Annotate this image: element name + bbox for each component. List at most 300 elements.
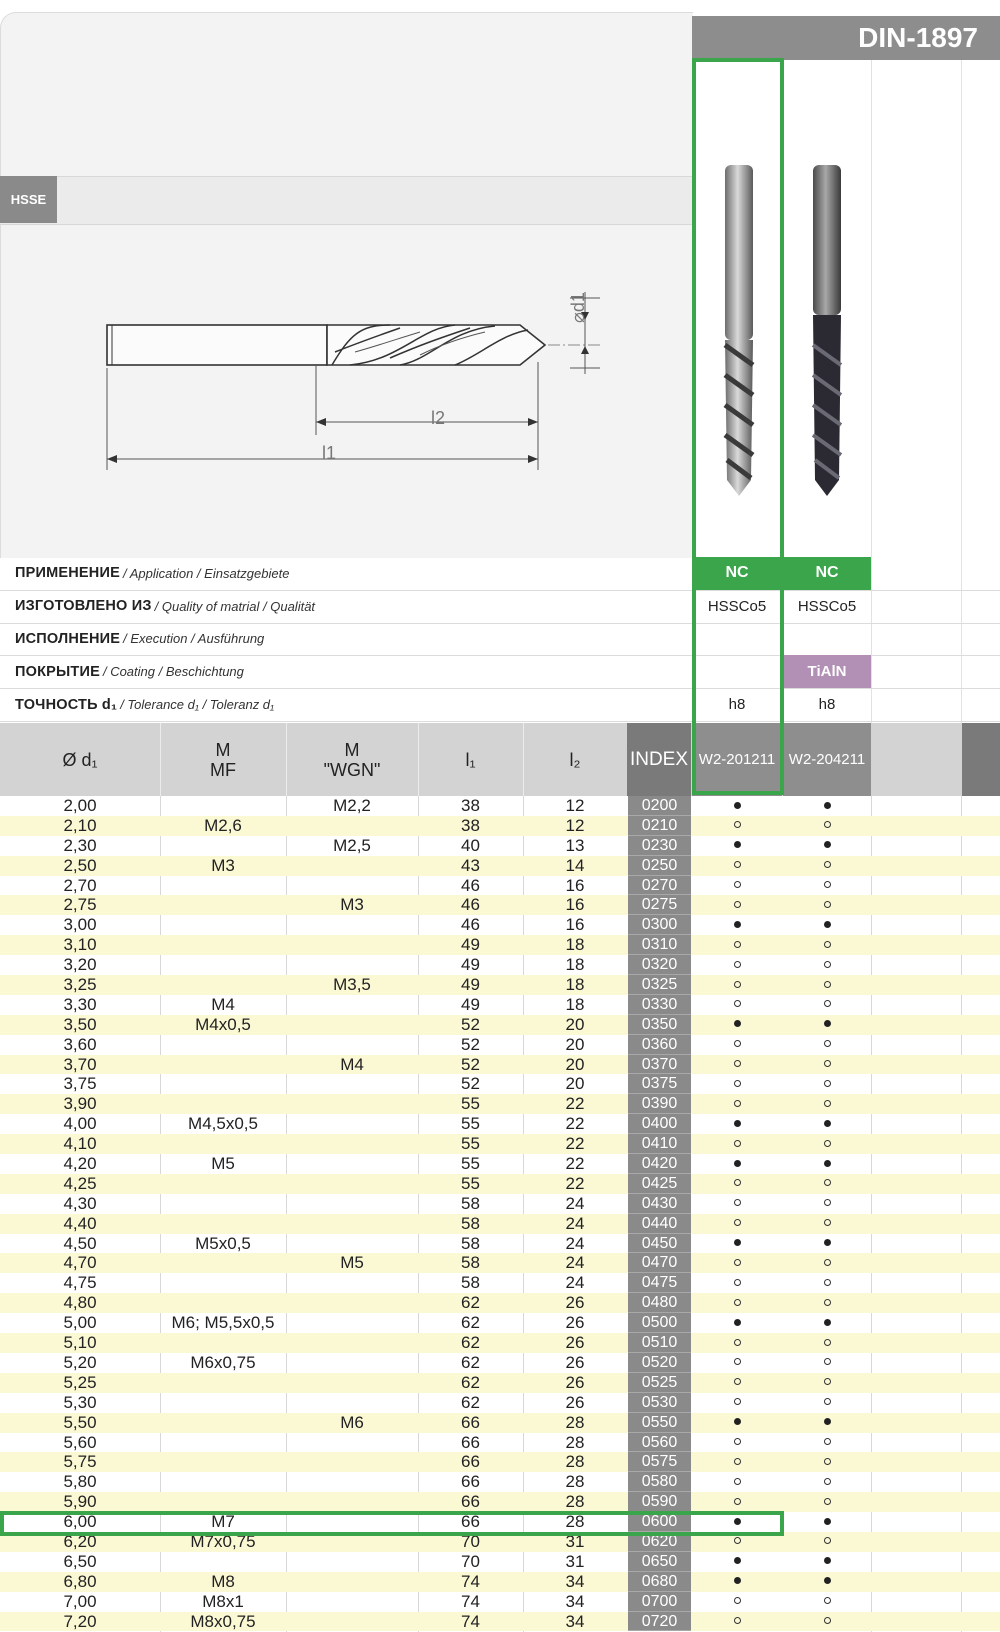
table-row[interactable] [0, 1214, 1000, 1234]
availability-dot-icon [734, 1040, 741, 1047]
cell-index: 0360 [628, 1035, 691, 1055]
availability-dot-icon [824, 1339, 831, 1346]
availability-dot-icon [734, 1060, 741, 1067]
cell-l1: 55 [461, 1134, 480, 1154]
cell-diameter: 6,50 [63, 1551, 97, 1571]
table-row[interactable] [0, 1154, 1000, 1174]
cell-thread-wgn [286, 1552, 418, 1572]
cell-availability-article-1 [692, 895, 782, 915]
cell-thread-wgn [286, 1234, 418, 1254]
cell-l1: 55 [461, 1114, 480, 1134]
property-label-ru: ТОЧНОСТЬ d₁ [15, 696, 118, 713]
cell-l2: 12 [565, 815, 585, 835]
cell-thread-wgn [286, 1472, 418, 1492]
table-row[interactable] [0, 1174, 1000, 1194]
cell-index: 0230 [628, 836, 691, 856]
cell-thread-wgn: M5 [340, 1253, 364, 1273]
col-header-article-1[interactable]: W2-201211 [698, 750, 776, 768]
table-row[interactable] [0, 1612, 1000, 1632]
cell-availability-article-1 [692, 1433, 782, 1453]
cell-index: 0425 [628, 1174, 691, 1194]
property-label-ru: ИСПОЛНЕНИЕ [15, 630, 121, 647]
cell-l2: 22 [565, 1154, 585, 1174]
cell-availability-article-2 [783, 1214, 871, 1234]
cell-diameter: 3,90 [63, 1094, 97, 1114]
cell-thread-m-mf: M8 [211, 1571, 235, 1591]
availability-dot-icon [734, 1020, 741, 1027]
availability-dot-icon [734, 1577, 741, 1584]
availability-dot-icon [734, 1100, 741, 1107]
cell-index: 0440 [628, 1214, 691, 1234]
cell-l1: 52 [461, 1074, 480, 1094]
cell-thread-m-mf [160, 1055, 286, 1075]
cell-index: 0375 [628, 1074, 691, 1094]
availability-dot-icon [824, 1259, 831, 1266]
availability-dot-icon [824, 1000, 831, 1007]
cell-l2: 22 [565, 1114, 585, 1134]
cell-diameter: 3,00 [63, 915, 97, 935]
table-row[interactable] [0, 975, 1000, 995]
cell-availability-article-2 [783, 975, 871, 995]
table-row[interactable] [0, 1353, 1000, 1373]
cell-diameter: 4,00 [63, 1114, 97, 1134]
table-row[interactable] [0, 816, 1000, 836]
cell-l2: 26 [565, 1352, 585, 1372]
cell-availability-article-2 [783, 1234, 871, 1254]
cell-l1: 52 [461, 1014, 480, 1034]
cell-diameter: 4,40 [63, 1213, 97, 1233]
cell-diameter: 4,80 [63, 1293, 97, 1313]
availability-dot-icon [824, 1160, 831, 1167]
availability-dot-icon [734, 1199, 741, 1206]
cell-thread-wgn [286, 876, 418, 896]
cell-diameter: 5,30 [63, 1392, 97, 1412]
cell-thread-m-mf [160, 1134, 286, 1154]
cell-availability-article-1 [692, 1094, 782, 1114]
cell-availability-article-1 [692, 1612, 782, 1632]
cell-index: 0410 [628, 1134, 691, 1154]
table-row[interactable] [0, 1532, 1000, 1552]
cell-thread-wgn [286, 1393, 418, 1413]
cell-l2: 31 [565, 1551, 585, 1571]
col-header-m-wgn: M "WGN" [323, 739, 381, 780]
availability-dot-icon [824, 1398, 831, 1405]
table-row[interactable] [0, 796, 1000, 816]
cell-l1: 38 [461, 815, 480, 835]
availability-dot-icon [734, 1537, 741, 1544]
availability-dot-icon [824, 861, 831, 868]
cell-availability-article-1 [692, 1234, 782, 1254]
availability-dot-icon [734, 881, 741, 888]
availability-dot-icon [734, 941, 741, 948]
cell-availability-article-2 [783, 1552, 871, 1572]
availability-dot-icon [824, 1100, 831, 1107]
cell-availability-article-1 [692, 915, 782, 935]
availability-dot-icon [734, 1279, 741, 1286]
cell-thread-wgn [286, 1015, 418, 1035]
data-table-body [0, 796, 1000, 1631]
table-row[interactable] [0, 1015, 1000, 1035]
cell-thread-wgn [286, 1612, 418, 1632]
cell-thread-m-mf [160, 1413, 286, 1433]
availability-dot-icon [734, 1219, 741, 1226]
availability-dot-icon [824, 1458, 831, 1465]
cell-thread-wgn [286, 1353, 418, 1373]
drill-photo-uncoated [715, 160, 765, 500]
property-label-en: / Application / Einsatzgebiete [122, 565, 290, 581]
cell-index: 0680 [628, 1572, 691, 1592]
table-row[interactable] [0, 876, 1000, 896]
availability-dot-icon [824, 1378, 831, 1385]
cell-diameter: 5,00 [63, 1313, 97, 1333]
cell-availability-article-2 [783, 816, 871, 836]
property-row [0, 623, 1000, 657]
cell-thread-m-mf [160, 836, 286, 856]
table-row[interactable] [0, 1134, 1000, 1154]
cell-l1: 70 [461, 1531, 480, 1551]
cell-diameter: 2,10 [63, 815, 97, 835]
cell-l2: 13 [565, 835, 585, 855]
cell-l1: 46 [461, 875, 480, 895]
cell-availability-article-2 [783, 1114, 871, 1134]
availability-dot-icon [824, 1518, 831, 1525]
table-row[interactable] [0, 1253, 1000, 1273]
table-row[interactable] [0, 1452, 1000, 1472]
cell-availability-article-2 [783, 895, 871, 915]
table-row[interactable] [0, 1074, 1000, 1094]
table-row[interactable] [0, 1273, 1000, 1293]
property-value-article-2: NC [783, 557, 871, 590]
table-row[interactable] [0, 1472, 1000, 1492]
cell-l2: 26 [565, 1333, 585, 1353]
table-row[interactable] [0, 915, 1000, 935]
cell-availability-article-2 [783, 856, 871, 876]
cell-diameter: 4,75 [63, 1273, 97, 1293]
cell-l2: 28 [565, 1512, 585, 1532]
table-row[interactable] [0, 1313, 1000, 1333]
cell-l1: 52 [461, 1054, 480, 1074]
cell-diameter: 3,10 [63, 935, 97, 955]
cell-availability-article-1 [692, 1015, 782, 1035]
cell-availability-article-1 [692, 1134, 782, 1154]
cell-l2: 16 [565, 915, 585, 935]
table-row[interactable] [0, 836, 1000, 856]
property-value-article-2: HSSCo5 [797, 597, 857, 615]
cell-l1: 66 [461, 1472, 480, 1492]
material-band [0, 176, 692, 225]
cell-index: 0325 [628, 975, 691, 995]
cell-thread-m-mf [160, 1174, 286, 1194]
cell-index: 0270 [628, 876, 691, 896]
cell-diameter: 3,25 [63, 975, 97, 995]
cell-thread-wgn [286, 1572, 418, 1592]
availability-dot-icon [734, 961, 741, 968]
property-row [0, 590, 1000, 624]
cell-l1: 74 [461, 1571, 480, 1591]
cell-availability-article-2 [783, 796, 871, 816]
l2-label: l2 [431, 408, 446, 428]
cell-availability-article-2 [783, 1612, 871, 1632]
table-row[interactable] [0, 1413, 1000, 1433]
property-label-ru: ПОКРЫТИЕ [15, 663, 100, 680]
cell-thread-wgn [286, 1194, 418, 1214]
cell-availability-article-1 [692, 955, 782, 975]
cell-availability-article-2 [783, 1353, 871, 1373]
table-row[interactable] [0, 1055, 1000, 1075]
cell-availability-article-2 [783, 1074, 871, 1094]
cell-l2: 16 [565, 895, 585, 915]
cell-availability-article-2 [783, 1373, 871, 1393]
cell-availability-article-2 [783, 1273, 871, 1293]
availability-dot-icon [734, 981, 741, 988]
cell-index: 0650 [628, 1552, 691, 1572]
cell-l1: 62 [461, 1313, 480, 1333]
cell-l2: 12 [565, 796, 585, 815]
cell-thread-m-mf [160, 935, 286, 955]
cell-availability-article-2 [783, 1194, 871, 1214]
availability-dot-icon [824, 1418, 831, 1425]
cell-index: 0470 [628, 1253, 691, 1273]
cell-availability-article-1 [692, 1035, 782, 1055]
cell-thread-wgn [286, 1492, 418, 1512]
cell-diameter: 2,50 [63, 855, 97, 875]
table-row[interactable] [0, 1492, 1000, 1512]
cell-index: 0700 [628, 1592, 691, 1612]
cell-availability-article-2 [783, 1015, 871, 1035]
cell-availability-article-2 [783, 876, 871, 896]
cell-l1: 62 [461, 1352, 480, 1372]
cell-availability-article-1 [692, 1154, 782, 1174]
cell-l1: 43 [461, 855, 480, 875]
availability-dot-icon [734, 1239, 741, 1246]
cell-availability-article-2 [783, 1512, 871, 1532]
cell-diameter: 5,90 [63, 1492, 97, 1512]
cell-index: 0520 [628, 1353, 691, 1373]
cell-index: 0550 [628, 1413, 691, 1433]
cell-thread-wgn: M3 [340, 895, 364, 915]
cell-l1: 66 [461, 1452, 480, 1472]
property-value-article-1: h8 [728, 696, 746, 714]
table-row[interactable] [0, 1592, 1000, 1612]
cell-l1: 46 [461, 895, 480, 915]
table-row[interactable] [0, 856, 1000, 876]
cell-availability-article-2 [783, 1472, 871, 1492]
cell-l2: 18 [565, 975, 585, 995]
cell-l1: 49 [461, 975, 480, 995]
cell-thread-m-mf [160, 1433, 286, 1453]
table-row[interactable] [0, 1433, 1000, 1453]
cell-availability-article-2 [783, 1313, 871, 1333]
cell-l2: 24 [565, 1273, 585, 1293]
cell-diameter: 4,50 [63, 1233, 97, 1253]
cell-l2: 24 [565, 1253, 585, 1273]
cell-availability-article-1 [692, 1214, 782, 1234]
property-value-article-2: h8 [818, 696, 836, 714]
cell-index: 0420 [628, 1154, 691, 1174]
cell-index: 0275 [628, 895, 691, 915]
availability-dot-icon [734, 841, 741, 848]
cell-diameter: 3,60 [63, 1034, 97, 1054]
cell-l1: 49 [461, 994, 480, 1014]
cell-index: 0530 [628, 1393, 691, 1413]
cell-thread-m-mf: M2,6 [204, 815, 242, 835]
cell-availability-article-1 [692, 1452, 782, 1472]
cell-l1: 62 [461, 1372, 480, 1392]
cell-thread-m-mf [160, 1194, 286, 1214]
cell-l2: 26 [565, 1293, 585, 1313]
property-label-ru: ПРИМЕНЕНИЕ [15, 565, 120, 582]
cell-l1: 66 [461, 1492, 480, 1512]
availability-dot-icon [734, 1259, 741, 1266]
property-label-en: / Execution / Ausführung [123, 631, 265, 647]
cell-diameter: 7,00 [63, 1591, 97, 1611]
drill-photo-coated [803, 160, 853, 500]
property-label-en: / Tolerance d₁ / Toleranz d₁ [120, 697, 275, 713]
cell-l2: 20 [565, 1074, 585, 1094]
cell-thread-m-mf [160, 915, 286, 935]
cell-thread-wgn [286, 1532, 418, 1552]
availability-dot-icon [824, 921, 831, 928]
cell-availability-article-1 [692, 1373, 782, 1393]
cell-thread-m-mf: M7 [211, 1512, 235, 1532]
cell-thread-wgn: M3,5 [333, 975, 371, 995]
cell-availability-article-1 [692, 1552, 782, 1572]
cell-thread-m-mf: M4 [211, 994, 235, 1014]
cell-l2: 20 [565, 1034, 585, 1054]
table-row[interactable] [0, 1393, 1000, 1413]
cell-availability-article-2 [783, 836, 871, 856]
availability-dot-icon [824, 1498, 831, 1505]
cell-availability-article-1 [692, 935, 782, 955]
cell-thread-wgn [286, 995, 418, 1015]
availability-dot-icon [734, 1597, 741, 1604]
table-row[interactable] [0, 1293, 1000, 1313]
cell-availability-article-1 [692, 816, 782, 836]
table-row[interactable] [0, 1552, 1000, 1572]
availability-dot-icon [734, 1319, 741, 1326]
cell-diameter: 2,00 [63, 796, 97, 815]
cell-thread-m-mf [160, 1472, 286, 1492]
cell-availability-article-2 [783, 1532, 871, 1552]
table-row[interactable] [0, 995, 1000, 1015]
cell-thread-wgn [286, 1313, 418, 1333]
table-row[interactable] [0, 1194, 1000, 1214]
table-row[interactable] [0, 935, 1000, 955]
availability-dot-icon [734, 1299, 741, 1306]
cell-l1: 55 [461, 1173, 480, 1193]
availability-dot-icon [734, 1339, 741, 1346]
cell-diameter: 5,10 [63, 1333, 97, 1353]
cell-thread-wgn [286, 1592, 418, 1612]
cell-l2: 28 [565, 1492, 585, 1512]
availability-dot-icon [734, 1120, 741, 1127]
cell-availability-article-2 [783, 1154, 871, 1174]
availability-dot-icon [824, 1617, 831, 1624]
availability-dot-icon [734, 1418, 741, 1425]
cell-l2: 22 [565, 1173, 585, 1193]
cell-thread-wgn [286, 816, 418, 836]
cell-availability-article-1 [692, 975, 782, 995]
cell-l1: 66 [461, 1412, 480, 1432]
property-label-en: / Coating / Beschichtung [102, 664, 244, 680]
cell-availability-article-2 [783, 1094, 871, 1114]
table-row[interactable] [0, 1512, 1000, 1532]
cell-availability-article-1 [692, 1413, 782, 1433]
cell-availability-article-2 [783, 1333, 871, 1353]
availability-dot-icon [734, 1378, 741, 1385]
cell-l2: 18 [565, 955, 585, 975]
cell-availability-article-1 [692, 1313, 782, 1333]
cell-l1: 62 [461, 1293, 480, 1313]
cell-l2: 28 [565, 1452, 585, 1472]
cell-l2: 34 [565, 1571, 585, 1591]
cell-availability-article-1 [692, 1353, 782, 1373]
availability-dot-icon [824, 1120, 831, 1127]
table-row[interactable] [0, 1333, 1000, 1353]
availability-dot-icon [734, 1080, 741, 1087]
availability-dot-icon [824, 1140, 831, 1147]
cell-thread-m-mf: M7x0,75 [190, 1531, 256, 1551]
cell-thread-wgn [286, 1512, 418, 1532]
table-row[interactable] [0, 1234, 1000, 1254]
d1-label: ⌀d1 [568, 292, 588, 323]
cell-availability-article-2 [783, 1174, 871, 1194]
table-row[interactable] [0, 1114, 1000, 1134]
cell-thread-m-mf: M4,5x0,5 [188, 1114, 258, 1134]
cell-l2: 26 [565, 1372, 585, 1392]
availability-dot-icon [734, 1557, 741, 1564]
cell-thread-m-mf: M8x1 [202, 1591, 244, 1611]
cell-availability-article-1 [692, 1592, 782, 1612]
table-row[interactable] [0, 1373, 1000, 1393]
availability-dot-icon [734, 1518, 741, 1525]
cell-l1: 40 [461, 835, 480, 855]
table-row[interactable] [0, 1094, 1000, 1114]
cell-thread-m-mf [160, 1273, 286, 1293]
cell-index: 0590 [628, 1492, 691, 1512]
cell-availability-article-2 [783, 1035, 871, 1055]
table-row[interactable] [0, 955, 1000, 975]
table-row[interactable] [0, 895, 1000, 915]
table-row[interactable] [0, 1035, 1000, 1055]
cell-l1: 38 [461, 796, 480, 815]
cell-thread-m-mf [160, 1293, 286, 1313]
cell-diameter: 4,10 [63, 1134, 97, 1154]
property-label [15, 590, 315, 623]
cell-diameter: 6,20 [63, 1531, 97, 1551]
cell-thread-m-mf [160, 1552, 286, 1572]
availability-dot-icon [734, 921, 741, 928]
cell-thread-wgn [286, 935, 418, 955]
cell-diameter: 5,80 [63, 1472, 97, 1492]
table-row[interactable] [0, 1572, 1000, 1592]
material-badge: HSSE [0, 176, 57, 223]
cell-index: 0210 [628, 816, 691, 836]
cell-availability-article-2 [783, 1393, 871, 1413]
cell-availability-article-1 [692, 1472, 782, 1492]
cell-availability-article-1 [692, 836, 782, 856]
property-value-article-1 [692, 623, 782, 656]
cell-availability-article-2 [783, 995, 871, 1015]
cell-availability-article-2 [783, 1572, 871, 1592]
property-label [15, 688, 274, 721]
cell-l1: 55 [461, 1094, 480, 1114]
cell-availability-article-2 [783, 1134, 871, 1154]
cell-thread-wgn: M2,5 [333, 835, 371, 855]
col-header-article-2[interactable]: W2-204211 [788, 750, 866, 768]
property-label-en: / Quality of matrial / Qualität [154, 598, 316, 614]
cell-availability-article-1 [692, 1333, 782, 1353]
